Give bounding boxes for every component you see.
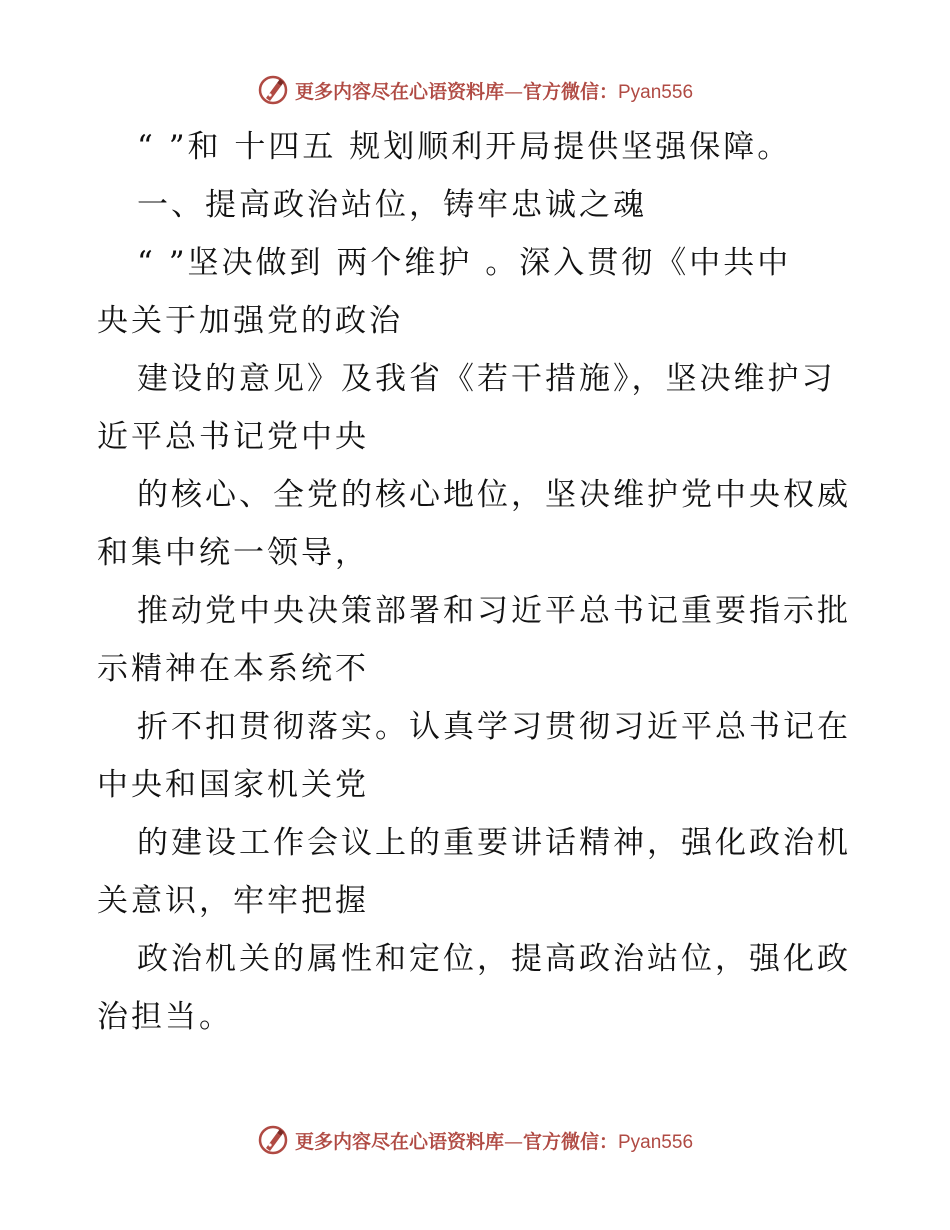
text-line: 推动党中央决策部署和习近平总书记重要指示批 [137,593,851,629]
text-line: 关意识，牢牢把握 [97,883,369,919]
watermark-group [257,74,693,106]
header-watermark [0,70,950,110]
text-line: 示精神在本系统不 [97,651,369,687]
text-line: 折不扣贯彻落实。认真学习贯彻习近平总书记在 [137,709,851,745]
watermark-wechat-label: 官方微信： [522,1130,618,1153]
watermark-wechat-id: Pyan556 [618,81,694,103]
watermark-group [257,1124,693,1156]
text-line: 建设的意见》及我省《若干措施》，坚决维护习 [137,361,836,397]
watermark-dash: — [503,1130,523,1153]
pen-nib-circle-icon [257,74,289,106]
section-heading: 一、提高政治站位，铸牢忠诚之魂 [137,187,647,223]
text-line: 治担当。 [97,999,233,1035]
text-line: 的建设工作会议上的重要讲话精神，强化政治机 [137,825,851,861]
text-line: 央关于加强党的政治 [97,303,403,339]
text-line: 和集中统一领导， [97,535,369,571]
watermark-wechat-id: Pyan556 [618,1131,694,1153]
text-line: 政治机关的属性和定位，提高政治站位，强化政 [137,941,851,977]
text-line: 的核心、全党的核心地位，坚决维护党中央权威 [137,477,851,513]
footer-watermark [0,1120,950,1160]
watermark-slogan: 更多内容尽在心语资料库 [294,80,504,103]
text-line: “ ”和 十四五 规划顺利开局提供坚强保障。 [137,129,792,165]
watermark-dash: — [503,80,523,103]
watermark-slogan: 更多内容尽在心语资料库 [294,1130,504,1153]
text-line: 近平总书记党中央 [97,419,369,455]
text-line: 中央和国家机关党 [97,767,369,803]
document-body [97,118,857,1046]
text-line: “ ”坚决做到 两个维护 。深入贯彻《中共中 [137,245,792,281]
pen-nib-circle-icon [257,1124,289,1156]
watermark-text [295,77,693,104]
watermark-text [295,1127,693,1154]
watermark-wechat-label: 官方微信： [522,80,618,103]
